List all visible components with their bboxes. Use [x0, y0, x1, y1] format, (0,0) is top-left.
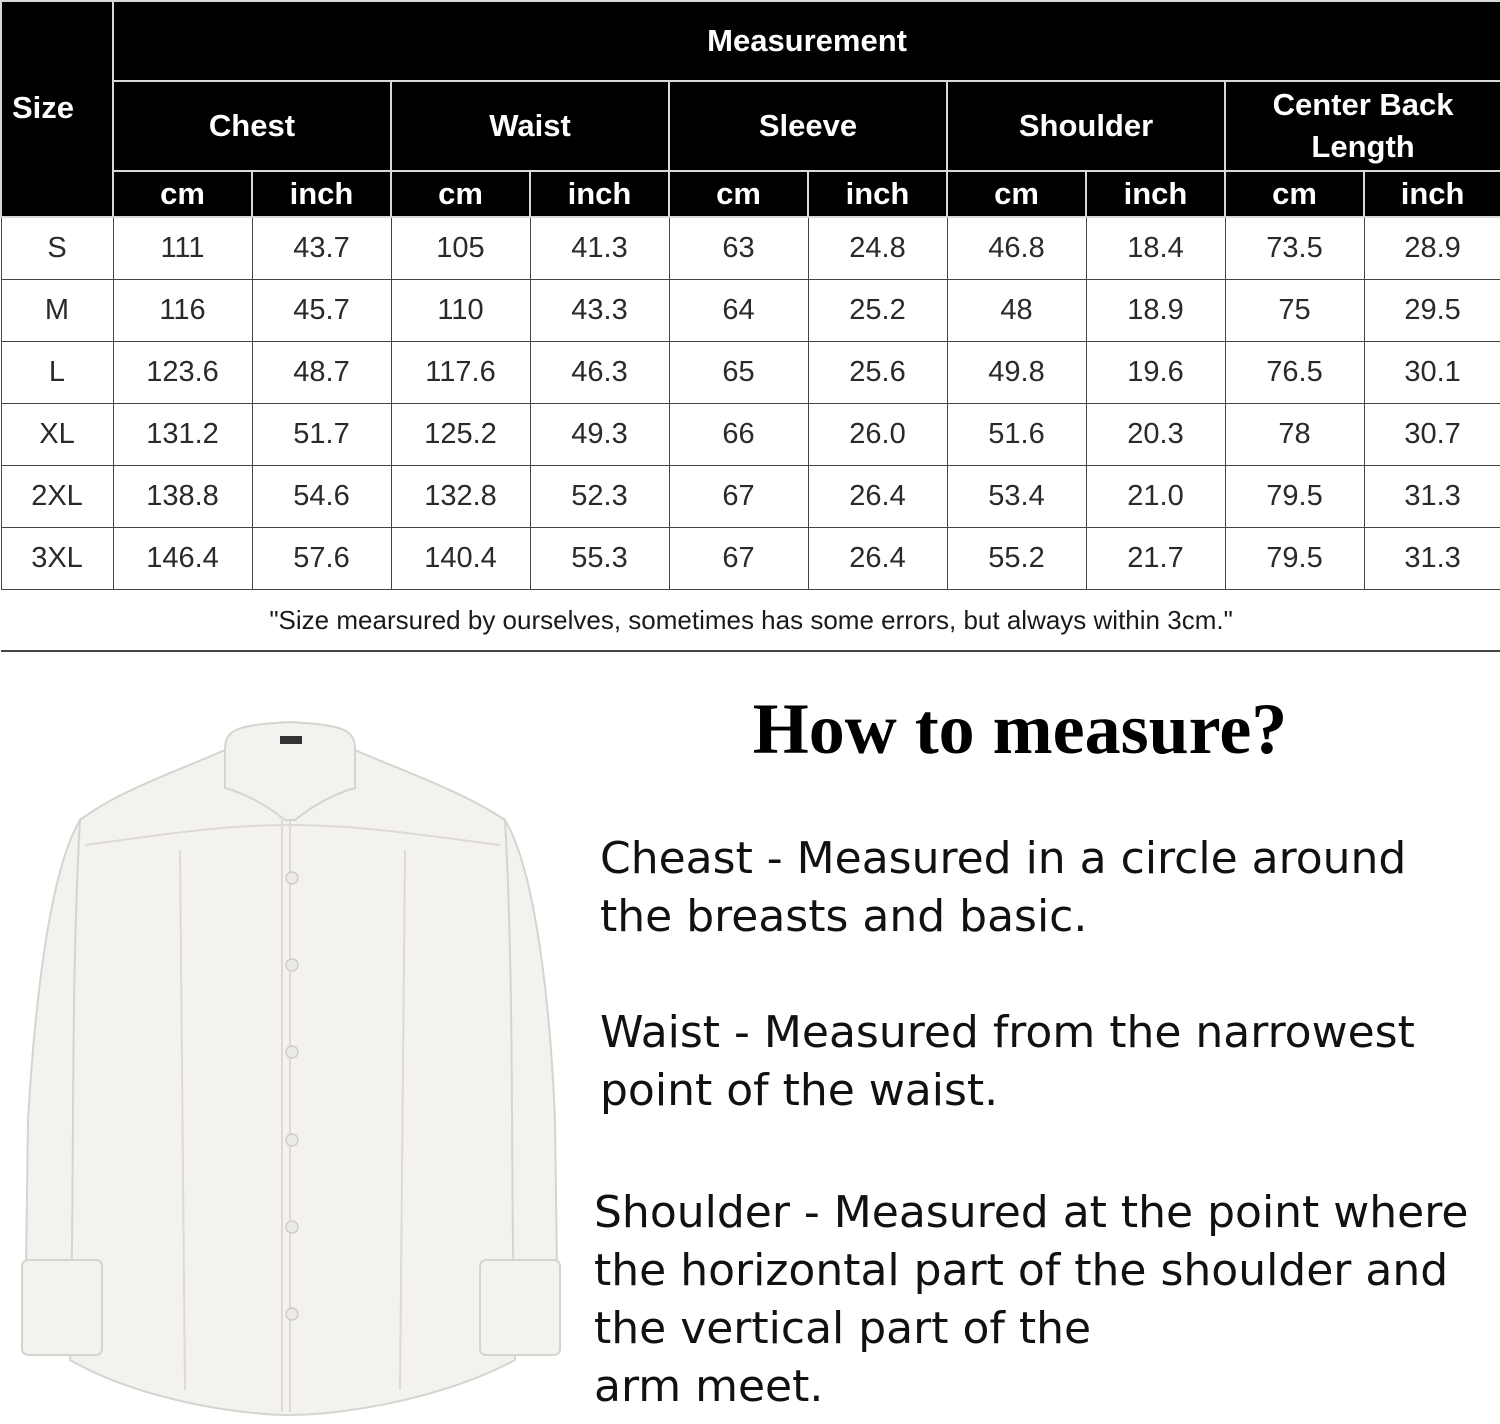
value-cell: 54.6 — [252, 466, 391, 528]
value-cell: 64 — [669, 280, 808, 342]
value-cell: 75 — [1225, 280, 1364, 342]
shoulder-description-line: arm meet. — [594, 1361, 824, 1412]
value-cell: 67 — [669, 528, 808, 590]
value-cell: 25.2 — [808, 280, 947, 342]
value-cell: 49.8 — [947, 342, 1086, 404]
value-cell: 46.8 — [947, 217, 1086, 280]
value-cell: 146.4 — [113, 528, 252, 590]
value-cell: 132.8 — [391, 466, 530, 528]
size-chart-table — [0, 0, 1500, 652]
value-cell: 78 — [1225, 404, 1364, 466]
size-cell: XL — [1, 404, 113, 466]
shoulder-description-line: Shoulder - Measured at the point where — [594, 1187, 1469, 1238]
unit-header: cm — [1225, 171, 1364, 217]
table-row — [1, 528, 1500, 590]
unit-header: inch — [1364, 171, 1500, 217]
value-cell: 43.7 — [252, 217, 391, 280]
waist-description-line: Waist - Measured from the narrowest — [600, 1007, 1415, 1058]
value-cell: 66 — [669, 404, 808, 466]
value-cell: 26.4 — [808, 528, 947, 590]
value-cell: 24.8 — [808, 217, 947, 280]
value-cell: 26.4 — [808, 466, 947, 528]
unit-header: cm — [113, 171, 252, 217]
value-cell: 55.3 — [530, 528, 669, 590]
chest-description — [600, 830, 1406, 946]
value-cell: 41.3 — [530, 217, 669, 280]
value-cell: 125.2 — [391, 404, 530, 466]
unit-header: inch — [808, 171, 947, 217]
value-cell: 51.7 — [252, 404, 391, 466]
value-cell: 25.6 — [808, 342, 947, 404]
value-cell: 19.6 — [1086, 342, 1225, 404]
how-to-measure-title: How to measure? — [752, 689, 1288, 769]
value-cell: 51.6 — [947, 404, 1086, 466]
chest-description-line: Cheast - Measured in a circle around — [600, 833, 1407, 884]
center-back-length-header: Center Back Length — [1225, 81, 1500, 171]
value-cell: 48.7 — [252, 342, 391, 404]
note-row — [1, 590, 1500, 652]
shoulder-header: Shoulder — [947, 81, 1225, 171]
measurement-header: Measurement — [113, 1, 1500, 81]
value-cell: 57.6 — [252, 528, 391, 590]
value-cell: 131.2 — [113, 404, 252, 466]
value-cell: 65 — [669, 342, 808, 404]
shoulder-description-line: the horizontal part of the shoulder and — [594, 1245, 1449, 1296]
value-cell: 31.3 — [1364, 528, 1500, 590]
value-cell: 110 — [391, 280, 530, 342]
value-cell: 20.3 — [1086, 404, 1225, 466]
size-cell: L — [1, 342, 113, 404]
sleeve-header: Sleeve — [669, 81, 947, 171]
shoulder-description-line: the vertical part of the — [594, 1303, 1092, 1354]
unit-header: inch — [252, 171, 391, 217]
value-cell: 55.2 — [947, 528, 1086, 590]
size-cell: 2XL — [1, 466, 113, 528]
value-cell: 43.3 — [530, 280, 669, 342]
value-cell: 26.0 — [808, 404, 947, 466]
value-cell: 79.5 — [1225, 466, 1364, 528]
chest-header: Chest — [113, 81, 391, 171]
value-cell: 18.4 — [1086, 217, 1225, 280]
table-row — [1, 404, 1500, 466]
value-cell: 79.5 — [1225, 528, 1364, 590]
value-cell: 31.3 — [1364, 466, 1500, 528]
value-cell: 46.3 — [530, 342, 669, 404]
value-cell: 105 — [391, 217, 530, 280]
waist-header: Waist — [391, 81, 669, 171]
shoulder-description — [594, 1184, 1468, 1416]
size-note: "Size mearsured by ourselves, sometimes has some errors, but always within 3cm." — [1, 590, 1500, 652]
value-cell: 30.1 — [1364, 342, 1500, 404]
table-row — [1, 280, 1500, 342]
value-cell: 67 — [669, 466, 808, 528]
size-cell: M — [1, 280, 113, 342]
value-cell: 21.7 — [1086, 528, 1225, 590]
value-cell: 138.8 — [113, 466, 252, 528]
size-rows — [1, 217, 1500, 590]
shirt-image — [10, 700, 570, 1420]
left-cuff — [22, 1260, 102, 1355]
value-cell: 49.3 — [530, 404, 669, 466]
value-cell: 116 — [113, 280, 252, 342]
unit-header: inch — [1086, 171, 1225, 217]
value-cell: 123.6 — [113, 342, 252, 404]
size-cell: S — [1, 217, 113, 280]
table-row — [1, 466, 1500, 528]
value-cell: 18.9 — [1086, 280, 1225, 342]
value-cell: 21.0 — [1086, 466, 1225, 528]
unit-header: cm — [947, 171, 1086, 217]
value-cell: 30.7 — [1364, 404, 1500, 466]
unit-header: cm — [391, 171, 530, 217]
unit-header: cm — [669, 171, 808, 217]
waist-description — [600, 1004, 1415, 1120]
size-header: Size — [1, 1, 113, 217]
value-cell: 140.4 — [391, 528, 530, 590]
value-cell: 28.9 — [1364, 217, 1500, 280]
value-cell: 45.7 — [252, 280, 391, 342]
value-cell: 52.3 — [530, 466, 669, 528]
value-cell: 29.5 — [1364, 280, 1500, 342]
table-row — [1, 217, 1500, 280]
value-cell: 117.6 — [391, 342, 530, 404]
value-cell: 63 — [669, 217, 808, 280]
value-cell: 73.5 — [1225, 217, 1364, 280]
table-row — [1, 342, 1500, 404]
value-cell: 48 — [947, 280, 1086, 342]
unit-header: inch — [530, 171, 669, 217]
right-cuff — [480, 1260, 560, 1355]
chest-description-line: the breasts and basic. — [600, 891, 1088, 942]
size-cell: 3XL — [1, 528, 113, 590]
waist-description-line: point of the waist. — [600, 1065, 999, 1116]
value-cell: 76.5 — [1225, 342, 1364, 404]
value-cell: 111 — [113, 217, 252, 280]
value-cell: 53.4 — [947, 466, 1086, 528]
